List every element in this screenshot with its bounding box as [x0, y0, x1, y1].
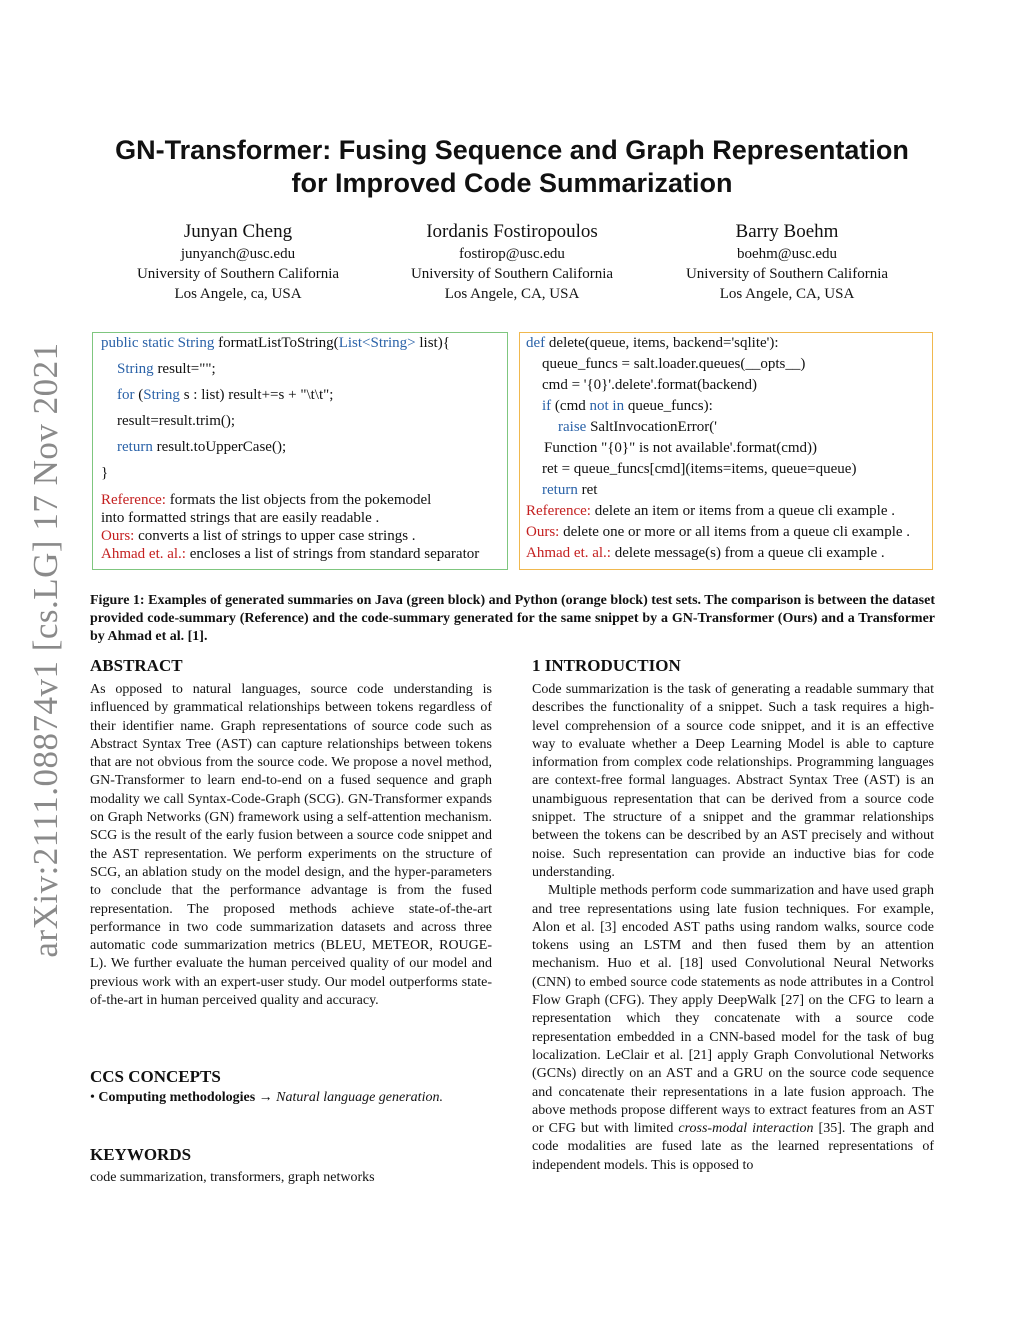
author-block-3 [637, 220, 937, 304]
java-code-block [92, 332, 508, 570]
java-line-4: result=result.trim(); [117, 413, 236, 429]
python-line-5 [558, 419, 717, 436]
keywords-heading: KEYWORDS [90, 1145, 192, 1164]
reference-label: Reference: [526, 503, 591, 519]
java-line-3 [117, 387, 333, 404]
abstract-text: As opposed to natural languages, source code understanding is influenced by grammatical relationships between tokens regardless of their identifier name. Graph representations of source code such as Abstract Syntax Tree (AST) can capture relationships between tokens that are not obvious from the source code. We propose a novel method, GN-Transformer to learn end-to-end on a fused sequence and graph modality we call Syntax-Code-Graph (SCG). GN-Transformer expands on Graph Networks (GN) framework using a self-attention mechanism. SCG is the result of the early fusion between a source code snippet and the AST representation. We perform experiments on the structure of SCG, an ablation study on the model design, and the hyper-parameters to conclude that the performance advantage is from the fused representation. The proposed methods achieve state-of-the-art performance in two code summarization datasets and across three automatic code summarization metrics (BLEU, METEOR, ROUGE-L). We further evaluate the human perceived quality of our model and previous work with an expert-user study. Our model outperforms state-of-the-art in human perceived quality and accuracy. [90, 682, 492, 1009]
keyword: return [117, 439, 153, 455]
intro-paragraph-2 [532, 882, 934, 1175]
python-line-6: Function "{0}" is not available'.format(cmd)) [544, 440, 818, 456]
keyword: not in [589, 398, 625, 414]
intro-paragraph-1: Code summarization is the task of generating a readable summary that describes the functionality of a snippet. Such a task requires a high-level comprehension of a source code snippet, and it is an effective way to evaluate whether a Deep Learning Model is able to capture information from complex code relationships. Programming languages are context-free formal languages. Abstract Syntax Tree (AST) is an unambiguous representation that can be derived from a source code snippet. The structure of a snippet and the grammar relationships between the tokens can be described by an AST precisely and without noise. Such representation can provide an inductive bias for code understanding. [532, 682, 934, 880]
keywords-text: code summarization, transformers, graph networks [90, 1170, 375, 1185]
figure-caption: Figure 1: Examples of generated summaries on Java (green block) and Python (orange block) test sets. The comparison is between the dataset provided code-summary (Reference) and the code-summary generated for the same snippet by a GN-Transformer (Ours) and a Transformer by Ahmad et al. [1]. [90, 593, 935, 644]
java-line-2 [117, 361, 216, 378]
code-text: result.toUpperCase(); [152, 439, 287, 455]
ahmad-label: Ahmad et. al.: [526, 545, 611, 561]
paper-title [60, 134, 964, 200]
author-block-2 [362, 220, 662, 304]
java-ours [101, 528, 416, 545]
abstract-heading: ABSTRACT [90, 656, 183, 675]
code-text: delete(queue, items, backend='sqlite'): [545, 335, 779, 351]
arrow: → [255, 1090, 277, 1105]
author-block-1 [88, 220, 388, 304]
bullet: • [90, 1090, 95, 1105]
python-line-4 [542, 398, 713, 415]
author-name: Junyan Cheng [183, 221, 293, 242]
java-line-5 [117, 439, 286, 456]
reference-text: delete an item or items from a queue cli example . [590, 503, 896, 519]
author-email: fostirop@usc.edu [459, 246, 565, 262]
java-line-6: } [101, 465, 109, 481]
title-line-1: GN-Transformer: Fusing Sequence and Graph Representation [115, 135, 909, 165]
keyword: return [542, 482, 578, 498]
python-line-7: ret = queue_funcs[cmd](items=items, queue=queue) [542, 461, 857, 477]
title-line-2: for Improved Code Summarization [291, 168, 733, 198]
keyword: String [117, 361, 154, 377]
introduction-body [532, 681, 934, 1175]
ccs-concepts [90, 1090, 443, 1106]
intro-emphasis: cross-modal interaction [678, 1121, 814, 1137]
code-text: s : list) result+=s + "\t\t"; [179, 387, 334, 403]
java-line-1 [101, 335, 450, 352]
java-reference-cont: into formatted strings that are easily readable . [101, 510, 380, 526]
ccs-heading: CCS CONCEPTS [90, 1067, 221, 1086]
keyword: if [542, 398, 552, 414]
ahmad-text: encloses a list of strings from standard separator [185, 546, 480, 562]
python-line-2: queue_funcs = salt.loader.queues(__opts__) [542, 356, 806, 372]
ccs-category: Computing methodologies [98, 1090, 256, 1105]
keyword: for [117, 387, 135, 403]
code-text: SaltInvocationError(' [586, 419, 717, 435]
code-text: list){ [415, 335, 450, 351]
keyword: List<String> [338, 335, 416, 351]
python-line-8 [542, 482, 597, 499]
author-email: junyanch@usc.edu [180, 246, 296, 262]
author-location: Los Angele, CA, USA [444, 286, 580, 302]
author-email: boehm@usc.edu [736, 246, 838, 262]
keyword: def [526, 335, 546, 351]
author-affiliation: University of Southern California [685, 266, 889, 282]
author-name: Iordanis Fostiropoulos [426, 221, 598, 242]
code-text: ret [577, 482, 598, 498]
code-text: result=""; [153, 361, 216, 377]
intro-text: [35]. The graph and code modalities are fused late as the learned representations of independent models. This is opposed to [532, 1121, 935, 1173]
ccs-concept: Natural language generation. [276, 1090, 443, 1105]
ours-label: Ours: [526, 524, 560, 540]
code-text: ( [134, 387, 144, 403]
ours-text: delete one or more or all items from a queue cli example . [559, 524, 911, 540]
ahmad-label: Ahmad et. al.: [101, 546, 186, 562]
author-name: Barry Boehm [735, 221, 839, 242]
java-reference [101, 492, 431, 509]
introduction-heading: 1 INTRODUCTION [532, 656, 681, 675]
abstract-body [90, 681, 492, 1010]
python-ours [526, 524, 910, 541]
java-ahmad [101, 546, 479, 563]
intro-text: Multiple methods perform code summarization and have used graph and tree representations using late fusion techniques. For example, Alon et al. [3] encoded AST paths using random walks, source code tokens using an LSTM and then fused them by an attention mechanism. Huo et al. [18] used Convolutional Neural Networks (CNN) to embed source code statements as node attributes in a Control Flow Graph (CFG). They apply DeepWalk [27] on the CFG to learn a representation which they concatenate with a source code representation embedded in a CNN-based model for the task of bug localization. LeClair et al. [21] apply Graph Convolutional Networks (GCNs) directly on an AST and a GRU on the source code sequence and concatenate their representations in a late fusion approach. The above methods propose different ways to extract features from an AST or CFG but with limited [532, 883, 934, 1137]
keyword: public static String [101, 335, 215, 351]
python-reference [526, 503, 895, 520]
code-text: formatListToString( [214, 335, 339, 351]
python-code-block [519, 332, 933, 570]
keyword: String [143, 387, 180, 403]
code-text: (cmd [551, 398, 590, 414]
python-line-1 [526, 335, 779, 352]
ahmad-text: delete message(s) from a queue cli example . [610, 545, 885, 561]
ours-label: Ours: [101, 528, 135, 544]
author-location: Los Angele, CA, USA [719, 286, 855, 302]
author-affiliation: University of Southern California [136, 266, 340, 282]
author-affiliation: University of Southern California [410, 266, 614, 282]
arxiv-id: arXiv:2111.08874v1 [cs.LG] 17 Nov 2021 [26, 342, 65, 958]
ours-text: converts a list of strings to upper case strings . [134, 528, 416, 544]
reference-text: formats the list objects from the pokemodel [165, 492, 432, 508]
arxiv-stamp [18, 342, 74, 958]
python-line-3: cmd = '{0}'.delete'.format(backend) [542, 377, 758, 393]
reference-label: Reference: [101, 492, 166, 508]
author-location: Los Angele, ca, USA [174, 286, 302, 302]
code-text: queue_funcs): [624, 398, 713, 414]
keyword: raise [558, 419, 587, 435]
python-ahmad [526, 545, 885, 562]
